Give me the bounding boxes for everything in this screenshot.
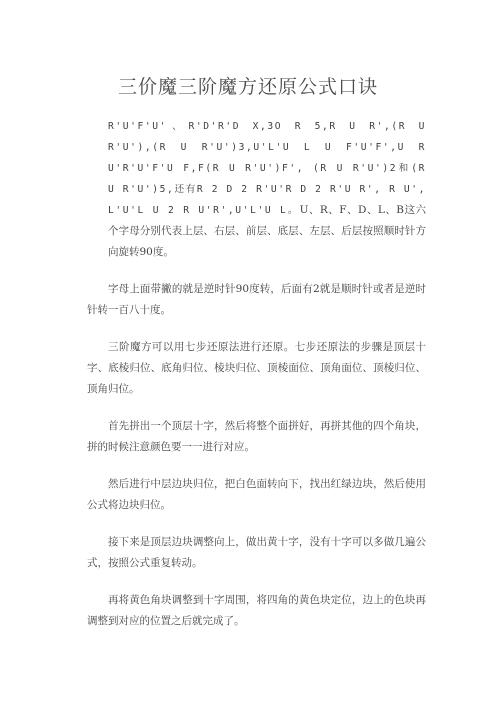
paragraph-yellow-cross: 接下来是顶层边块调整向上，做出黄十字，没有十字可以多做几遍公式，按照公式重复转动。 bbox=[87, 536, 426, 569]
page-title: 三价魔三阶魔方还原公式口诀 bbox=[117, 76, 378, 98]
paragraph-final-step: 再将黄色角块调整到十字周围，将四角的黄色块定位，边上的色块再调整到对应的位置之后就完成了。 bbox=[87, 594, 426, 627]
document-body bbox=[87, 116, 426, 648]
formula-text: R'U'F'U'、R'D'R'D X,3O R 5,R U R',(R U R'U'),(R U R'U')3,U'L'U L U F'U'F',U R U'R'U'F'U F,F(R U R'U')F', (R U R'U')2和(R U R'U')5,还有R 2 D 2 R'U'R D 2 R'U R', R U',L'U'L U 2 R U'R',U'L'U L。 bbox=[108, 121, 426, 216]
paragraph-seven-steps: 三阶魔方可以用七步还原法进行还原。七步还原法的步骤是顶层十字、底棱归位、底角归位、棱块归位、顶棱面位、顶角面位、顶棱归位、顶角归位。 bbox=[87, 341, 426, 395]
paragraph-middle-layer: 然后进行中层边块归位，把白色面转向下，找出红绿边块，然后使用公式将边块归位。 bbox=[87, 478, 426, 511]
paragraph-notation: 字母上面带撇的就是逆时针90度转，后面有2就是顺时针或者是逆时针转一百八十度。 bbox=[87, 283, 426, 316]
paragraph-top-cross: 首先拼出一个顶层十字，然后将整个面拼好，再拼其他的四个角块，拼的时候注意颜色要一一进行对应。 bbox=[87, 420, 426, 453]
paragraph-text: U、R、F、D、L、B这六个字母分别代表上层、右层、前层、底层、左层、后层按照顺时针方向旋转90度。 bbox=[108, 204, 426, 258]
paragraph-formulas bbox=[87, 116, 426, 263]
